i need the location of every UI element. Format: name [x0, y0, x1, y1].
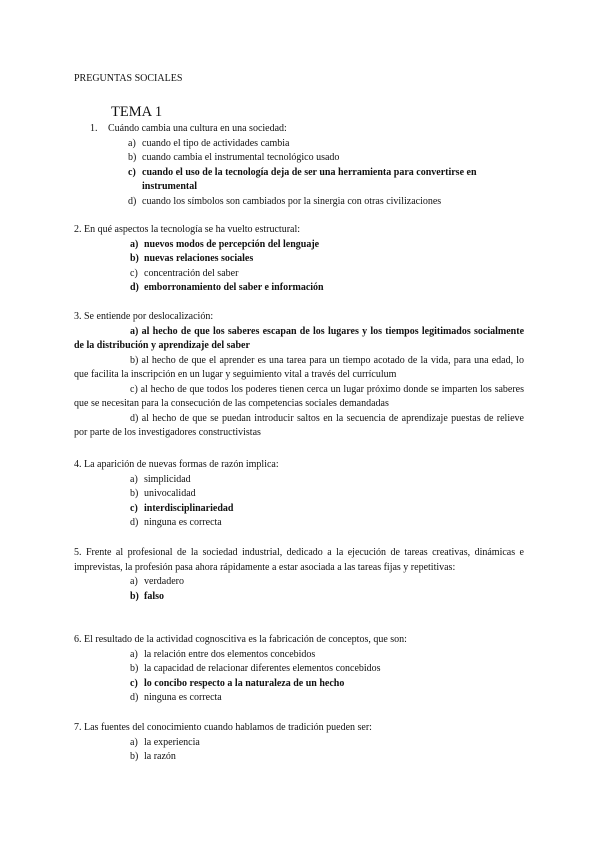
option-3a-answer: a) al hecho de que los saberes escapan de los lugares y los tiempos legitimados socialmente de la distribución y aprendizaje del saber: [74, 325, 525, 351]
document-title: PREGUNTAS SOCIALES: [74, 73, 183, 84]
question-4-text: 4. La aparición de nuevas formas de razón implica:: [74, 459, 279, 470]
question-2: [74, 223, 524, 296]
option-6c-answer: c) lo concibo respecto a la naturaleza de un hecho: [130, 677, 345, 689]
question-6-options: [130, 648, 524, 706]
option-6d: d) ninguna es correcta: [130, 692, 222, 703]
option-4c-answer: c) interdisciplinariedad: [130, 502, 234, 514]
question-5-options: [130, 575, 524, 604]
question-5: [74, 546, 524, 604]
question-3: [74, 310, 524, 441]
question-7-options: [130, 736, 524, 765]
option-3c: c) al hecho de que todos los poderes tienen cerca un lugar próximo donde se imparten los saberes que se necesitan para la consecución de las competencias sociales demandadas: [74, 383, 524, 409]
question-3-text: 3. Se entiende por deslocalización:: [74, 311, 214, 322]
question-4-options: [130, 473, 524, 531]
option-3b: b) al hecho de que el aprender es una tarea para un tiempo acotado de la vida, para una edad, lo que facilita la inscripción en un lugar y seguimiento vital a través del currículum: [74, 354, 524, 380]
option-4a: a) simplicidad: [130, 473, 191, 485]
question-1-text: 1. Cuándo cambia una cultura en una sociedad:: [90, 123, 287, 134]
section-heading: TEMA 1: [111, 104, 163, 120]
option-3d: d) al hecho de que se puedan introducir saltos en la secuencia de aprendizaje puestas de relieve por parte de los investigadores constructivistas: [74, 412, 524, 438]
question-2-text: 2. En qué aspectos la tecnología se ha vuelto estructural:: [74, 224, 301, 235]
option-2b-answer: b) nuevas relaciones sociales: [130, 253, 254, 264]
option-4d: d) ninguna es correcta: [130, 517, 222, 528]
question-6: [74, 633, 524, 706]
option-7b: b) la razón: [130, 751, 176, 762]
question-5-text: 5. Frente al profesional de la sociedad industrial, dedicado a la ejecución de tareas creativas, dinámicas e imprevistas, la profesión pasa ahora rápidamente a estar asociada a las tareas fijas y repetitivas:: [74, 547, 524, 573]
option-1d: d) cuando los símbolos son cambiados por la sinergia con otras civilizaciones: [128, 195, 442, 207]
question-2-options: [130, 238, 524, 296]
option-2d-answer: d) emborronamiento del saber e información: [130, 282, 324, 293]
question-1-options: [128, 137, 530, 210]
question-7-text: 7. Las fuentes del conocimiento cuando hablamos de tradición pueden ser:: [74, 722, 372, 733]
question-6-text: 6. El resultado de la actividad cognoscitiva es la fabricación de conceptos, que son:: [74, 634, 407, 645]
question-7: [74, 721, 524, 765]
option-1c-answer: c) cuando el uso de la tecnología deja de ser una herramienta para convertirse en instrumental: [128, 166, 477, 192]
option-5b-answer: b) falso: [130, 590, 164, 602]
option-7a: a) la experiencia: [130, 736, 200, 748]
option-6a: a) la relación entre dos elementos concebidos: [130, 648, 316, 660]
option-1b: b) cuando cambia el instrumental tecnológico usado: [128, 152, 340, 163]
option-6b: b) la capacidad de relacionar diferentes elementos concebidos: [130, 663, 381, 674]
option-5a: a) verdadero: [130, 576, 184, 587]
question-1: [90, 122, 530, 209]
option-4b: b) univocalidad: [130, 488, 196, 499]
option-2a-answer: a) nuevos modos de percepción del lenguaje: [130, 238, 320, 250]
option-1a: a) cuando el tipo de actividades cambia: [128, 137, 290, 149]
option-2c: c) concentración del saber: [130, 267, 239, 279]
question-4: [74, 458, 524, 531]
